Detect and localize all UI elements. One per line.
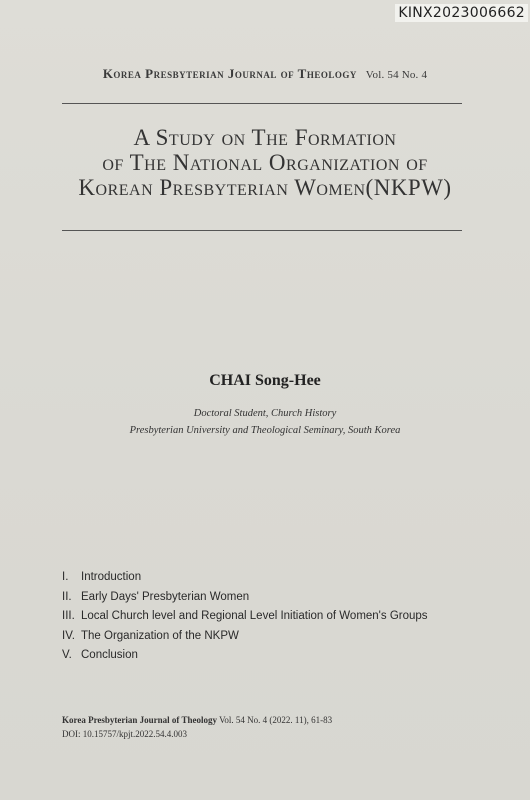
toc-number: V. bbox=[62, 649, 72, 661]
title-divider bbox=[62, 230, 462, 231]
toc-item bbox=[62, 588, 428, 608]
author-name: CHAI Song-Hee bbox=[209, 372, 321, 389]
toc-label: The Organization of the NKPW bbox=[81, 629, 239, 642]
journal-name: Korea Presbyterian Journal of Theology bbox=[102, 66, 357, 81]
toc-label: Early Days' Presbyterian Women bbox=[81, 590, 250, 603]
title-line: of The National Organization of bbox=[102, 150, 428, 175]
toc-number: I. bbox=[62, 571, 69, 583]
author-affiliation bbox=[0, 405, 530, 439]
header-divider bbox=[62, 103, 462, 104]
citation-footer bbox=[62, 713, 332, 741]
toc-number: III. bbox=[62, 610, 75, 622]
affiliation-line: Doctoral Student, Church History bbox=[193, 408, 337, 419]
toc-number: IV. bbox=[62, 629, 76, 642]
toc-label: Local Church level and Regional Level Initiation of Women's Groups bbox=[81, 610, 428, 622]
footer-citation: Vol. 54 No. 4 (2022. 11), 61-83 bbox=[219, 715, 333, 725]
toc-item bbox=[62, 646, 428, 666]
running-header bbox=[0, 66, 530, 82]
title-line: Korean Presbyterian Women(NKPW) bbox=[78, 175, 452, 200]
toc-item bbox=[62, 607, 428, 627]
doi-line: DOI: 10.15757/kpjt.2022.54.4.003 bbox=[62, 729, 187, 739]
title-line: A Study on The Formation bbox=[133, 125, 397, 150]
toc-item bbox=[62, 568, 428, 588]
toc-label: Conclusion bbox=[81, 649, 138, 661]
toc-number: II. bbox=[62, 590, 72, 603]
footer-journal: Korea Presbyterian Journal of Theology bbox=[62, 715, 217, 725]
citation-line bbox=[62, 713, 332, 727]
toc-item bbox=[62, 627, 428, 647]
journal-volume: Vol. 54 No. 4 bbox=[365, 69, 428, 81]
table-of-contents bbox=[62, 568, 428, 666]
toc-label: Introduction bbox=[81, 571, 142, 583]
article-title bbox=[40, 125, 490, 200]
archive-id-stamp: KINX2023006662 bbox=[395, 4, 528, 22]
affiliation-line: Presbyterian University and Theological Seminary, South Korea bbox=[129, 425, 401, 436]
